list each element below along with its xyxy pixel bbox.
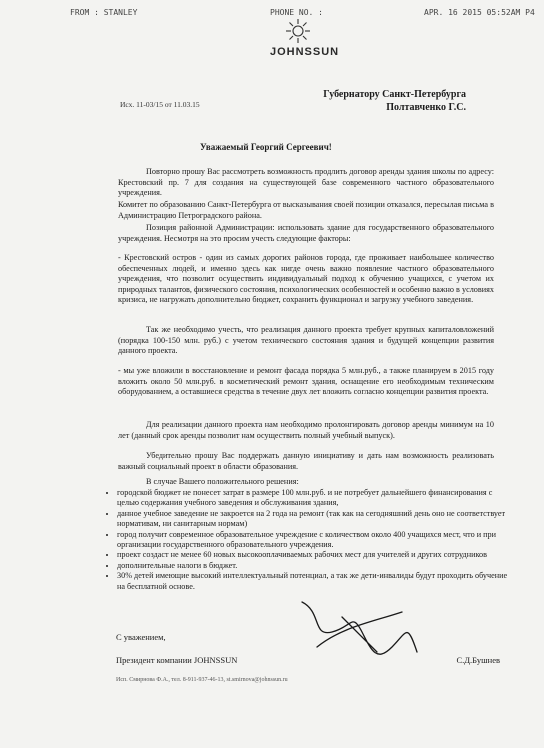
list-item: • проект создаст не менее 60 новых высокооплачиваемых рабочих мест для учителей и других сотрудников: [117, 550, 509, 560]
list-item: • дополнительные налоги в бюджет.: [117, 561, 509, 571]
paragraph: Так же необходимо учесть, что реализация данного проекта требует крупных капиталовложений (порядка 100-150 млн. руб.) с учетом технического состояния здания и будущей концепции развития данного проекта.: [118, 325, 494, 356]
paragraph: - мы уже вложили в восстановление и ремонт фасада порядка 5 млн.руб., а также планируем в 2015 году вложить около 50 млн.руб. в косметический ремонт здания, оснащение его необходимым техническим оборудованием, а оставшиеся средства в течение двух лет вложить согласно концепции развития проекта.: [118, 366, 494, 397]
fax-datetime: APR. 16 2015 05:52AM P4: [424, 8, 535, 17]
paragraph: Повторно прошу Вас рассмотреть возможность продлить договор аренды здания школы по адресу: Крестовский пр. 7 для создания на существующей базе современного частного образовательного учреждения.: [118, 167, 494, 198]
reference-number: Исх. 11-03/15 от 11.03.15: [120, 100, 200, 109]
paragraph: Позиция районной Администрации: использовать здание для государственного образовательного учреждения. Несмотря на это просим учесть следующие факторы:: [118, 223, 494, 243]
paragraph: Комитет по образованию Санкт-Петербурга от высказывания своей позиции отказался, пересылая письма в Администрацию Петроградского района.: [118, 200, 494, 220]
list-item: • 30% детей имеющие высокий интеллектуальный потенциал, а так же дети-инвалиды будут проходить обучение на бесплатной основе.: [117, 571, 509, 592]
paragraph: В случае Вашего положительного решения:: [146, 477, 299, 486]
paragraph: - Крестовский остров - один из самых дорогих районов города, где проживает наибольшее количество обеспеченных людей, и именно здесь как нигде очень важно появление частного образовательного учреждения, что позволит осуществить индивидуальный подход к обучению учащихся, с учетом их природных талантов, физического состояния, психологических особенностей и особенно важно в условиях кризиса, не нагружать дополнительно бюджет, сохранить функционал и загрузку учебного заведения.: [118, 253, 494, 305]
handwritten-signature: [282, 592, 432, 670]
benefits-list: [105, 488, 509, 592]
addressee-line1: Губернатору Санкт-Петербурга: [323, 89, 466, 100]
addressee-line2: Полтавченко Г.С.: [386, 102, 466, 113]
signer-title: Президент компании JOHNSSUN: [116, 655, 238, 665]
list-item: • данное учебное заведение не закроется на 2 года на ремонт (так как на сегодняшний день оно не соответствует нормативам, ни санитарным нормам): [117, 509, 509, 530]
greeting: Уважаемый Георгий Сергеевич!: [200, 142, 332, 152]
list-item: • городской бюджет не понесет затрат в размере 100 млн.руб. и не потребует дальнейшего финансирования с целью содержания учебного заведения и обслуживания здания,: [117, 488, 509, 509]
paragraph: Для реализации данного проекта нам необходимо пролонгировать договор аренды минимум на 10 лет (данный срок аренды позволит нам осуществить полный учебный выпуск).: [118, 420, 494, 440]
closing: С уважением,: [116, 632, 166, 642]
list-item: • город получит современное образовательное учреждение с количеством около 400 учащихся мест, что и при организации государственного образовательного учреждения.: [117, 530, 509, 551]
paragraph: Убедительно прошу Вас поддержать данную инициативу и дать нам возможность реализовать важный социальный проект в области образования.: [118, 451, 494, 471]
fax-phone: PHONE NO. :: [270, 8, 323, 17]
footer-note: Исп. Смирнова Ф.А., тел. 8-911-937-46-13, st.smirnova@johnssun.ru: [116, 677, 288, 683]
fax-from: FROM : STANLEY: [70, 8, 138, 17]
signer-name: С.Д.Бушнев: [456, 655, 500, 665]
company-brand: JOHNSSUN: [270, 46, 340, 58]
starburst-logo-icon: [285, 18, 311, 44]
